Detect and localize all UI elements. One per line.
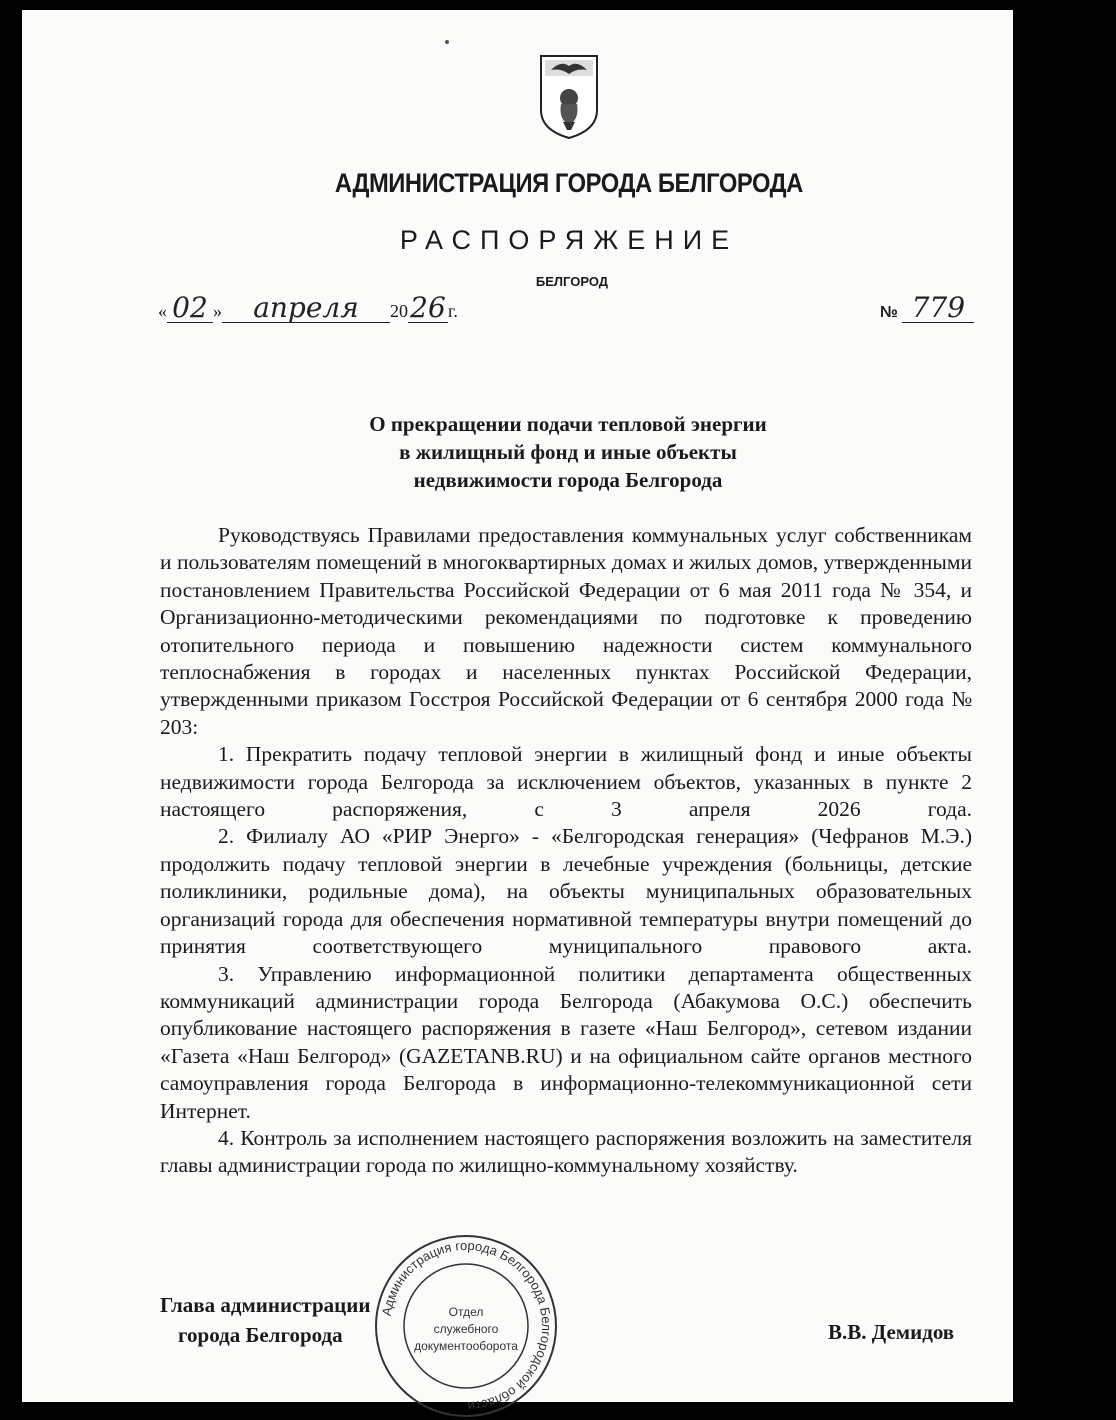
subject-line: в жилищный фонд и иные объекты (399, 440, 737, 464)
item-2-paragraph: 2. Филиалу АО «РИР Энерго» - «Белгородская генерация» (Чефранов М.Э.) продолжить подачу тепловой энергии в лечебные учреждения (больницы, детские поликлиники, родильные дома), на объекты муниципальных образовательных организаций города для обеспечения нормативной температуры внутри помещений до принятия соответствующего муниципального правового акта. (160, 824, 972, 959)
item-4-paragraph: 4. Контроль за исполнением настоящего распоряжения возложить на заместителя главы администрации города по жилищно-коммунальному хозяйству. (160, 1125, 972, 1178)
handwritten-day: 02 (167, 294, 213, 323)
number-label: № (880, 304, 898, 321)
date-line (158, 291, 458, 324)
handwritten-year: 26 (408, 294, 448, 323)
preamble-paragraph: Руководствуясь Правилами предоставления коммунальных услуг собственникам и пользователям помещений в многоквартирных домах и жилых домов, утвержденными постановлением Правительства Российской Федерации от 6 мая 2011 года № 354, и Организационно-методическими рекомендациями по подготовке к проведению отопительного периода и повышению надежности систем коммунального теплоснабжения в городах и населенных пунктах Российской Федерации, утвержденными приказом Госстроя Российской Федерации от 6 сентября 2000 года № 203: (160, 523, 972, 739)
signatory-title-line: города Белгорода (178, 1323, 343, 1347)
stamp-outer-text: Администрация города Белгорода Белгородской области (378, 1237, 555, 1415)
close-quote: » (213, 301, 222, 321)
document-number (880, 291, 974, 324)
handwritten-month: апреля (222, 294, 390, 323)
signatory-title (160, 1290, 370, 1350)
coat-of-arms-icon (537, 52, 601, 140)
signatory-name: В.В. Демидов (828, 1320, 955, 1344)
stamp-center-line: служебного (433, 1322, 499, 1336)
year-mark: г. (448, 301, 458, 321)
document-page (22, 10, 1013, 1415)
open-quote: « (158, 301, 167, 321)
administration-title: АДМИНИСТРАЦИЯ ГОРОДА БЕЛГОРОДА (334, 168, 803, 198)
subject-line: недвижимости города Белгорода (413, 468, 723, 492)
city-label: БЕЛГОРОД (535, 274, 609, 289)
official-stamp (372, 1232, 560, 1420)
document-subject (160, 410, 976, 494)
item-1-paragraph: 1. Прекратить подачу тепловой энергии в жилищный фонд и иные объекты недвижимости города Белгорода за исключением объектов, указанных в пункте 2 настоящего распоряжения, с 3 апреля 2026 года. (160, 742, 972, 822)
stamp-center-line: документооборота (414, 1339, 518, 1353)
handwritten-number: 779 (902, 294, 974, 323)
document-type-title: РАСПОРЯЖЕНИЕ (399, 225, 739, 255)
document-body (160, 522, 972, 1180)
year-prefix: 20 (390, 301, 408, 321)
subject-line: О прекращении подачи тепловой энергии (369, 412, 767, 436)
scan-speck (445, 40, 449, 44)
stamp-center-line: Отдел (448, 1305, 484, 1319)
item-3-paragraph: 3. Управлению информационной политики департамента общественных коммуникаций администрации города Белгорода (Абакумова О.С.) обеспечить опубликование настоящего распоряжения в газете «Наш Белгород», сетевом издании «Газета «Наш Белгород» (GAZETANB.RU) и на официальном сайте органов местного самоуправления города Белгорода в информационно-телекоммуникационной сети Интернет. (160, 961, 972, 1123)
signatory-title-line: Глава администрации (160, 1293, 371, 1317)
